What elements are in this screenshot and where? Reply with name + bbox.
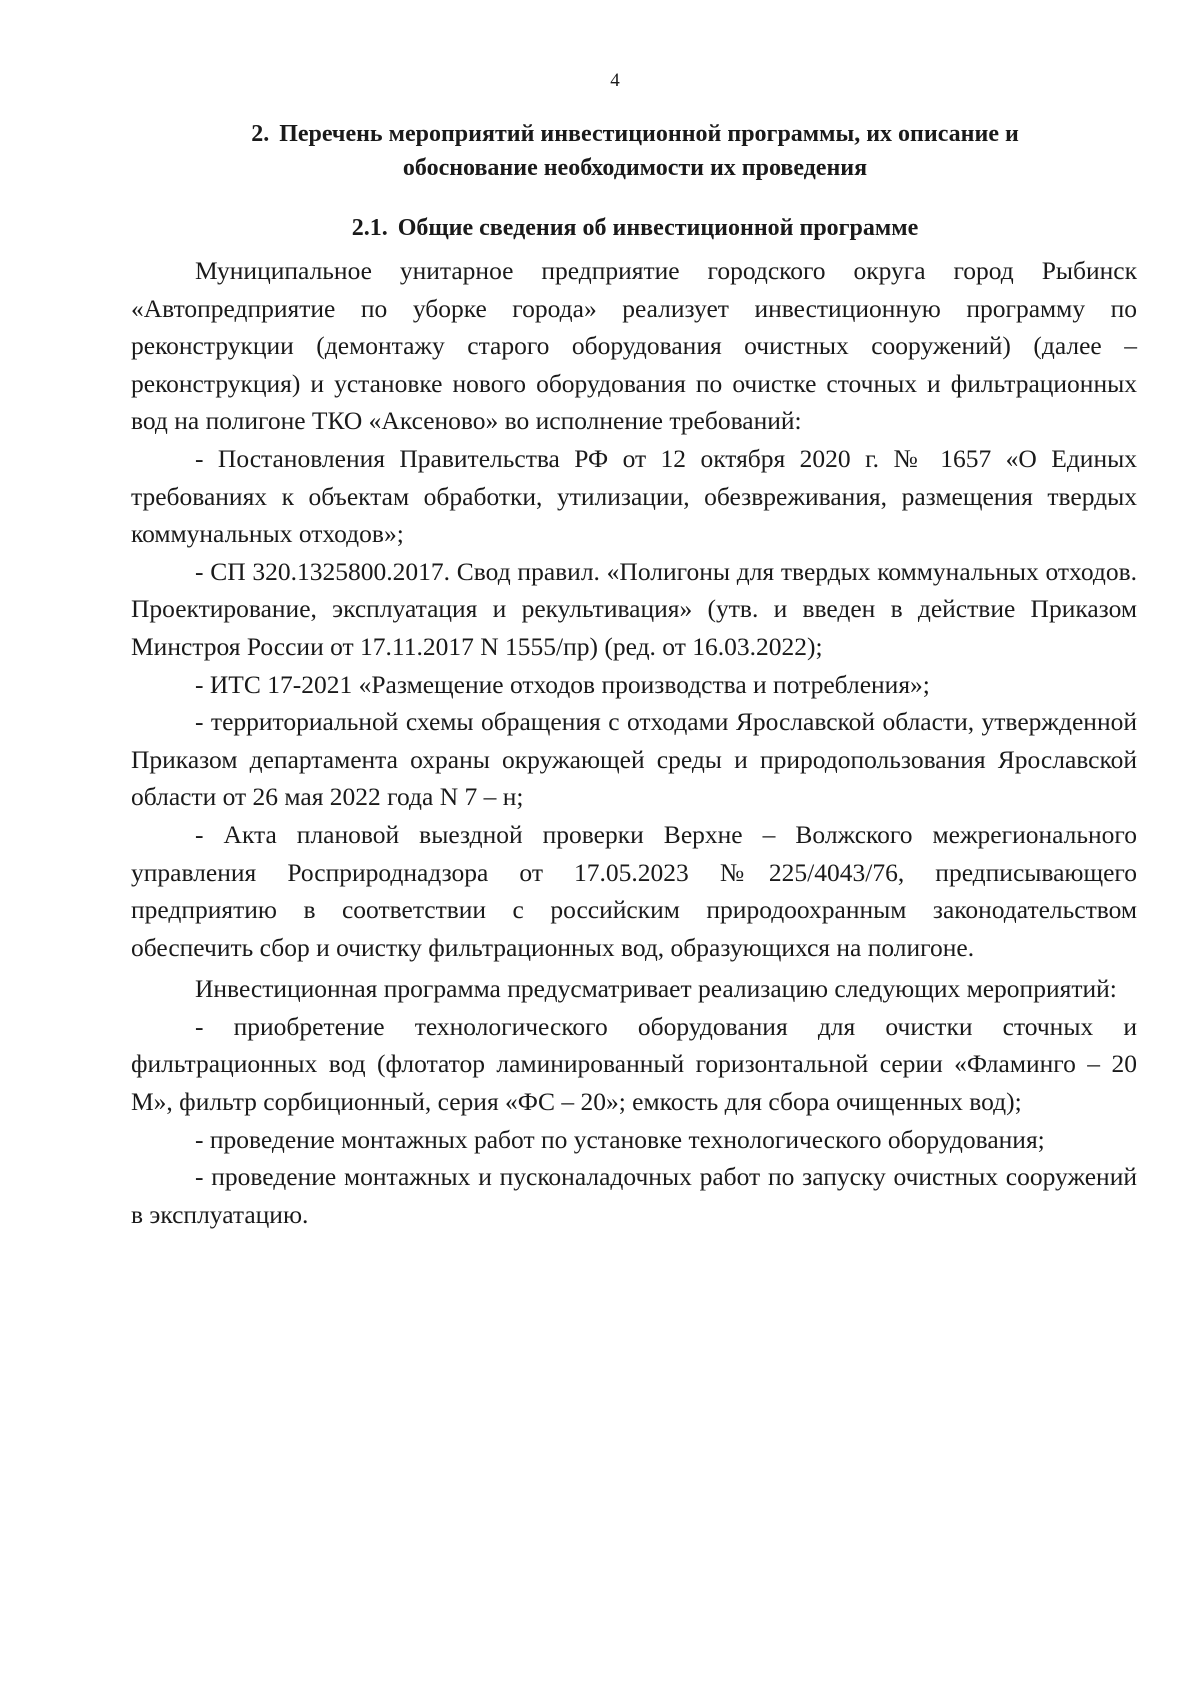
paragraph-measure: - приобретение технологического оборудования для очистки сточных и фильтрационных вод (флотатор ламинированный горизонтальной серии «Фламинго – 20 М», фильтр сорбиционный, серия «ФС – 20»; емкость для сбора очищенных вод); — [131, 1011, 1137, 1117]
paragraph-requirement: - территориальной схемы обращения с отходами Ярославской области, утвержденной Приказом департамента охраны окружающей среды и природопользования Ярославской области от 26 мая 2022 года N 7 – н; — [131, 707, 1137, 812]
subsection-heading — [130, 211, 1140, 245]
paragraph-requirement: - Акта плановой выездной проверки Верхне – Волжского межрегионального управления Росприроднадзора от 17.05.2023 №225/4043/76, предписывающего предприятию в соответствии с российским природоохранным законодательством обеспечить сбор и очистку фильтрационных вод, образующихся на полигоне. — [131, 819, 1137, 962]
paragraph-program-scope: Инвестиционная программа предусматривает реализацию следующих мероприятий: — [195, 974, 1117, 1004]
section-number: 2. — [251, 121, 270, 147]
subsection-title: Общие сведения об инвестиционной программе — [397, 215, 919, 241]
body-text — [131, 252, 1137, 1233]
paragraph-requirement: - ИТС 17-2021 «Размещение отходов производства и потребления»; — [195, 669, 930, 699]
paragraph-measure: - проведение монтажных работ по установке технологического оборудования; — [195, 1124, 1045, 1154]
section-title: Перечень мероприятий инвестиционной программы, их описание и обоснование необходимости их проведения — [279, 121, 1019, 181]
paragraph-measure: - проведение монтажных и пусконаладочных работ по запуску очистных сооружений в эксплуатацию. — [131, 1162, 1137, 1229]
section-heading — [190, 117, 1080, 185]
page-number: 4 — [610, 70, 620, 91]
subsection-number: 2.1. — [351, 215, 388, 241]
paragraph-requirement: - СП 320.1325800.2017. Свод правил. «Полигоны для твердых коммунальных отходов. Проектирование, эксплуатация и рекультивация» (утв. и введен в действие Приказом Минстроя России от 17.11.2017 N 1555/пр) (ред. от 16.03.2022); — [131, 556, 1137, 661]
paragraph-intro: Муниципальное унитарное предприятие городского округа город Рыбинск «Автопредприятие по уборке города» реализует инвестиционную программу по реконструкции (демонтажу старого оборудования очистных сооружений) (далее – реконструкция) и установке нового оборудования по очистке сточных и фильтрационных вод на полигоне ТКО «Аксеново» во исполнение требований: — [131, 256, 1137, 436]
paragraph-requirement: - Постановления Правительства РФ от 12 октября 2020 г. № 1657 «О Единых требованиях к объектам обработки, утилизации, обезвреживания, размещения твердых коммунальных отходов»; — [131, 443, 1137, 549]
